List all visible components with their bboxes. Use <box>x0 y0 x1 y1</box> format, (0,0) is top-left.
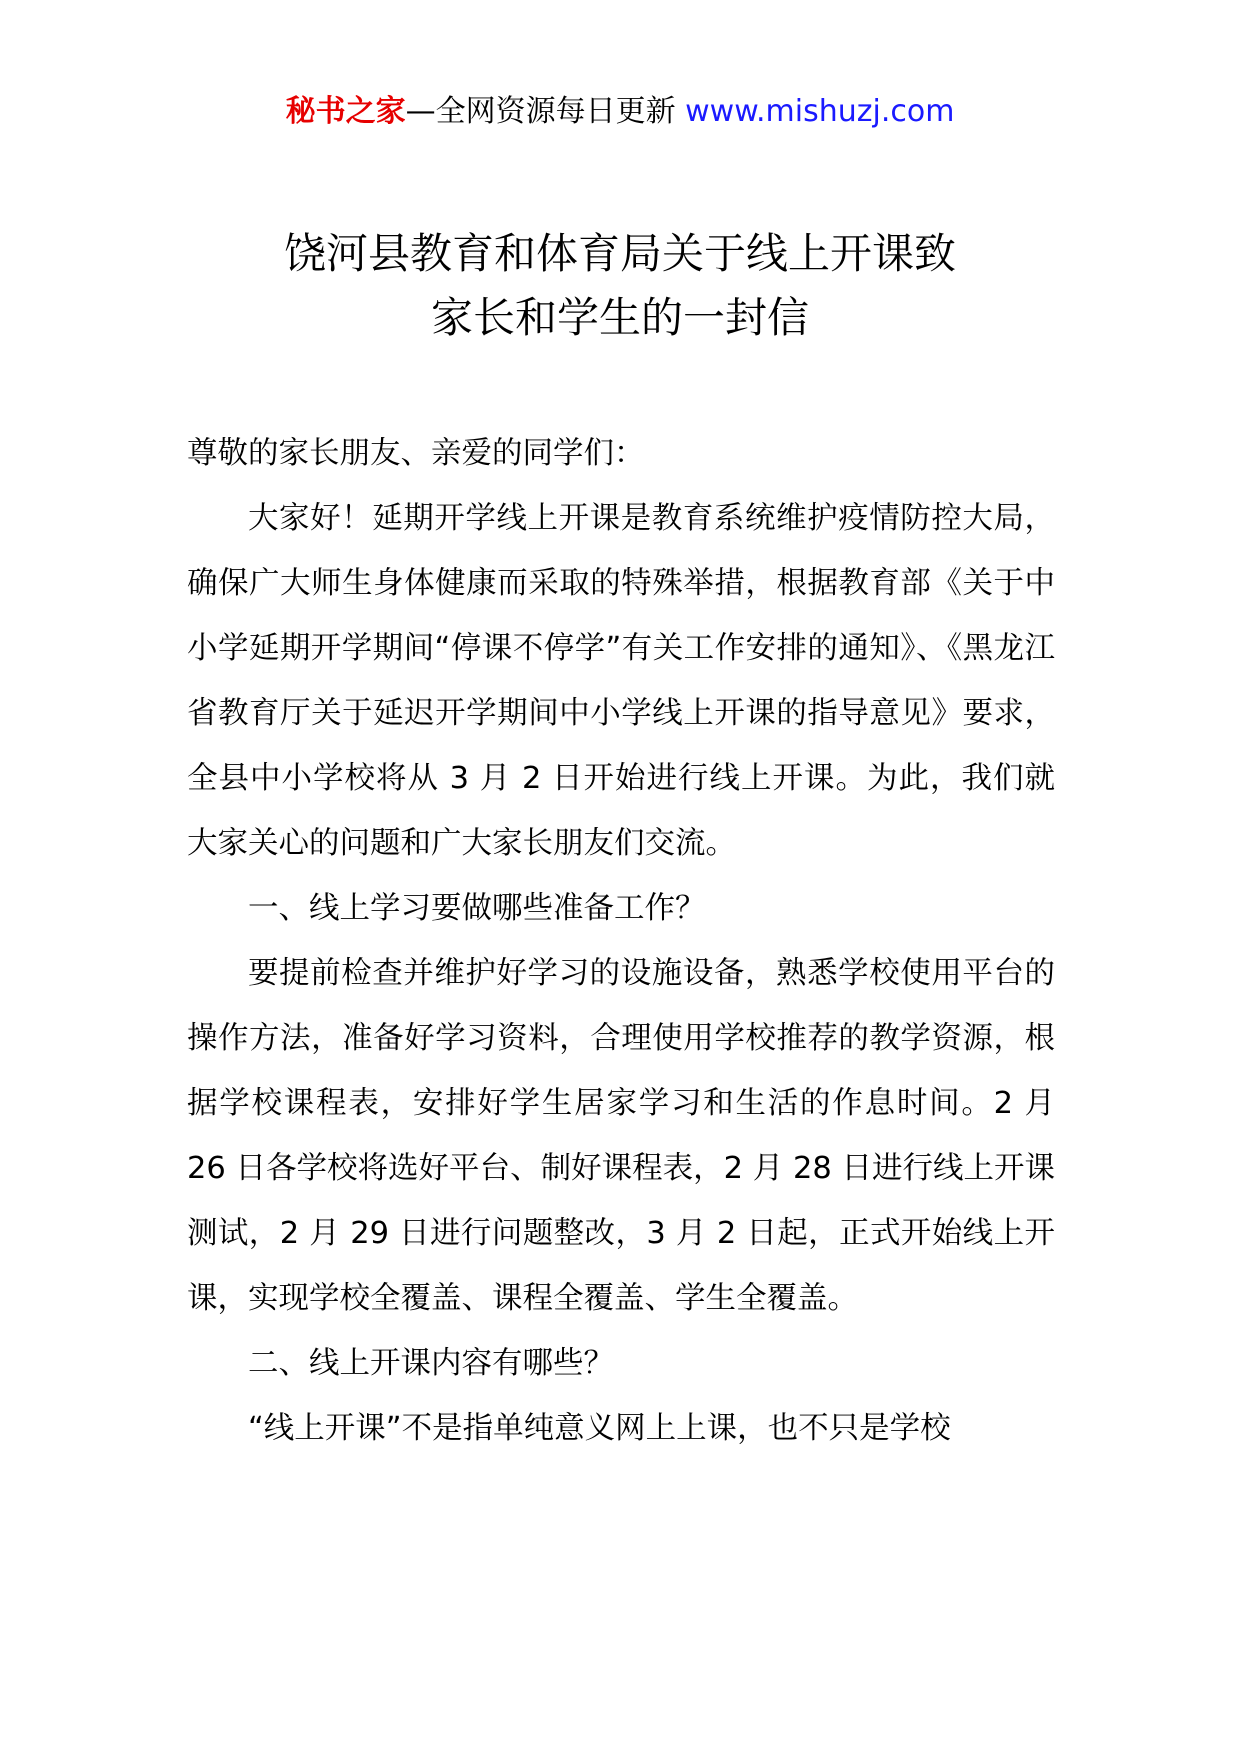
site-url-link[interactable]: www.mishuzj.com <box>685 94 955 129</box>
site-brand: 秘书之家 <box>285 94 406 129</box>
section-heading-1: 一、线上学习要做哪些准备工作？ <box>248 891 706 926</box>
salutation: 尊敬的家长朋友、亲爱的同学们： <box>187 436 645 471</box>
site-slogan: —全网资源每日更新 <box>405 94 676 129</box>
title-line-1: 饶河县教育和体育局关于线上开课致 <box>283 229 956 278</box>
title-line-2: 家长和学生的一封信 <box>430 293 809 342</box>
document-title <box>0 222 1240 350</box>
paragraph-intro: 大家好！延期开学线上开课是教育系统维护疫情防控大局，确保广大师生身体健康而采取的特殊举措，根据教育部《关于中小学延期开学期间“停课不停学”有关工作安排的通知》、《黑龙江省教育厅关于延迟开学期间中小学线上开课的指导意见》要求，全县中小学校将从 3 月 2 日开始进行线上开课。为此，我们就大家关心的问题和广大家长朋友们交流。 <box>187 501 1055 861</box>
paragraph-preparation: 要提前检查并维护好学习的设施设备，熟悉学校使用平台的操作方法，准备好学习资料，合理使用学校推荐的教学资源，根据学校课程表，安排好学生居家学习和生活的作息时间。2 月 26 日各学校将选好平台、制好课程表，2 月 28 日进行线上开课测试，2 月 29 日进行问题整改，3 月 2 日起，正式开始线上开课，实现学校全覆盖、课程全覆盖、学生全覆盖。 <box>187 956 1055 1316</box>
letter-body <box>187 421 1055 1461</box>
site-header <box>0 92 1240 132</box>
paragraph-content: “线上开课”不是指单纯意义网上上课，也不只是学校 <box>248 1411 951 1446</box>
section-heading-2: 二、线上开课内容有哪些？ <box>248 1346 614 1381</box>
